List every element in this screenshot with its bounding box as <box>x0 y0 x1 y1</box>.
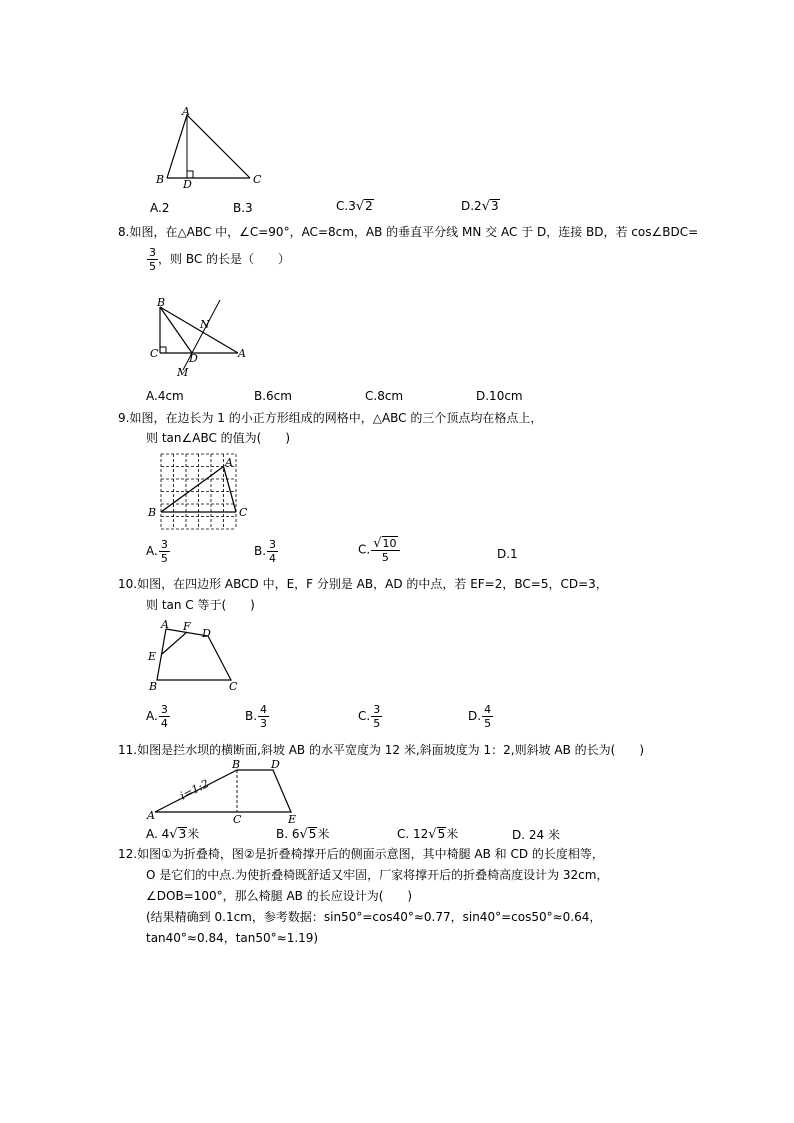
q7-option-a[interactable]: A.2 <box>150 201 170 215</box>
q12-line2: O 是它们的中点.为使折叠椅既舒适又牢固，厂家将撑开后的折叠椅高度设计为 32cm， <box>146 868 609 882</box>
q9-grid-figure <box>145 450 255 530</box>
q7-option-b[interactable]: B.3 <box>233 201 253 215</box>
q10-label-b: B <box>149 680 158 693</box>
sqrt-sign: √ <box>481 199 490 214</box>
q11-label-c: C <box>233 813 242 826</box>
q12-line1: 12.如图①为折叠椅，图②是折叠椅撑开后的侧面示意图，其中椅腿 AB 和 CD 的长度相等， <box>118 847 604 861</box>
q11-option-a[interactable]: A. 4√3米 <box>146 827 200 842</box>
q8-label-d: D <box>189 352 198 365</box>
q9-label-a: A <box>225 456 233 469</box>
q7-option-d-prefix: D.2 <box>461 199 482 213</box>
q12-line5: tan40°≈0.84，tan50°≈1.19) <box>146 931 319 945</box>
q10-label-f: F <box>183 620 191 633</box>
q10-quadrilateral-figure <box>143 618 243 693</box>
q11-stem: 11.如图是拦水坝的横断面,斜坡 AB 的水平宽度为 12 米,斜面坡度为 1：2,则斜坡 AB 的长为( ) <box>118 743 645 757</box>
q10-stem-line2: 则 tan C 等于( ) <box>146 598 255 612</box>
q10-label-a: A <box>161 618 169 631</box>
q10-option-b[interactable]: B. $\frac{4}{3}$ <box>245 703 268 730</box>
q11-dam-figure <box>145 757 305 827</box>
q10-label-c: C <box>229 680 238 693</box>
q12-line3: ∠DOB=100°，那么椅腿 AB 的长应设计为( ) <box>146 889 413 903</box>
q7-option-c-prefix: C.3 <box>336 199 356 213</box>
q9-label-b: B <box>148 506 157 519</box>
q7-triangle-figure <box>150 105 270 190</box>
q9-stem-line1: 9.如图，在边长为 1 的小正方形组成的网格中，△ABC 的三个顶点均在格点上， <box>118 411 543 425</box>
q9-option-b[interactable]: B. $\frac{3}{4}$ <box>254 538 277 565</box>
q9-option-a[interactable]: A. $\frac{3}{5}$ <box>146 538 168 565</box>
sqrt-sign: √ <box>355 199 365 214</box>
q8-option-d[interactable]: D.10cm <box>476 389 523 403</box>
q7-option-d-radicand: 3 <box>491 199 499 213</box>
q7-option-c-radicand: 2 <box>365 199 373 213</box>
q9-label-c: C <box>239 506 248 519</box>
q8-stem-line1: 8.如图，在△ABC 中，∠C=90°，AC=8cm，AB 的垂直平分线 MN 交 AC 于 D，连接 BD，若 cos∠BDC= <box>118 225 699 239</box>
q8-label-n: N <box>200 318 210 331</box>
q8-option-b[interactable]: B.6cm <box>254 389 292 403</box>
q11-option-c[interactable]: C. 12√5米 <box>397 827 459 842</box>
q9-option-c[interactable]: C. $\frac{√10}{5}$ <box>358 536 400 564</box>
q8-label-b: B <box>157 296 166 309</box>
q8-label-a: A <box>238 347 246 360</box>
q10-option-c[interactable]: C. $\frac{3}{5}$ <box>358 703 381 730</box>
q10-option-d[interactable]: D. $\frac{4}{5}$ <box>468 703 492 730</box>
q10-option-a[interactable]: A. $\frac{3}{4}$ <box>146 703 168 730</box>
q11-label-a: A <box>147 809 155 822</box>
q10-stem-line1: 10.如图，在四边形 ABCD 中，E，F 分别是 AB，AD 的中点，若 EF=2，BC=5，CD=3， <box>118 577 608 591</box>
q8-label-c: C <box>150 347 159 360</box>
q8-option-a[interactable]: A.4cm <box>146 389 184 403</box>
q11-option-d[interactable]: D. 24 米 <box>512 828 560 842</box>
q7-label-b: B <box>156 173 165 186</box>
q9-option-d[interactable]: D.1 <box>497 547 518 561</box>
q11-option-b[interactable]: B. 6√5米 <box>276 827 330 842</box>
q7-option-c[interactable] <box>336 199 374 214</box>
q11-slope-label: i=1:2 <box>178 777 212 803</box>
q8-triangle-figure <box>145 295 260 380</box>
q11-label-e: E <box>288 813 297 826</box>
q7-label-c: C <box>253 173 262 186</box>
q9-stem-line2: 则 tan∠ABC 的值为( ) <box>146 431 291 445</box>
q8-label-m: M <box>177 366 189 379</box>
q8-stem-line2: $\frac{3}{5}$ ，则 BC 的长是（ ） <box>149 246 291 273</box>
q11-label-d: D <box>271 758 280 771</box>
q7-label-a: A <box>182 105 190 118</box>
q10-label-d: D <box>202 627 211 640</box>
q7-label-d: D <box>183 178 192 191</box>
q12-line4: (结果精确到 0.1cm，参考数据：sin50°=cos40°≈0.77，sin40°=cos50°≈0.64， <box>146 910 602 924</box>
q8-option-c[interactable]: C.8cm <box>365 389 404 403</box>
q7-option-d[interactable] <box>461 199 500 214</box>
q10-label-e: E <box>148 650 157 663</box>
q8-fraction: $\frac{3}{5}$ <box>149 246 156 273</box>
q11-label-b: B <box>232 758 241 771</box>
